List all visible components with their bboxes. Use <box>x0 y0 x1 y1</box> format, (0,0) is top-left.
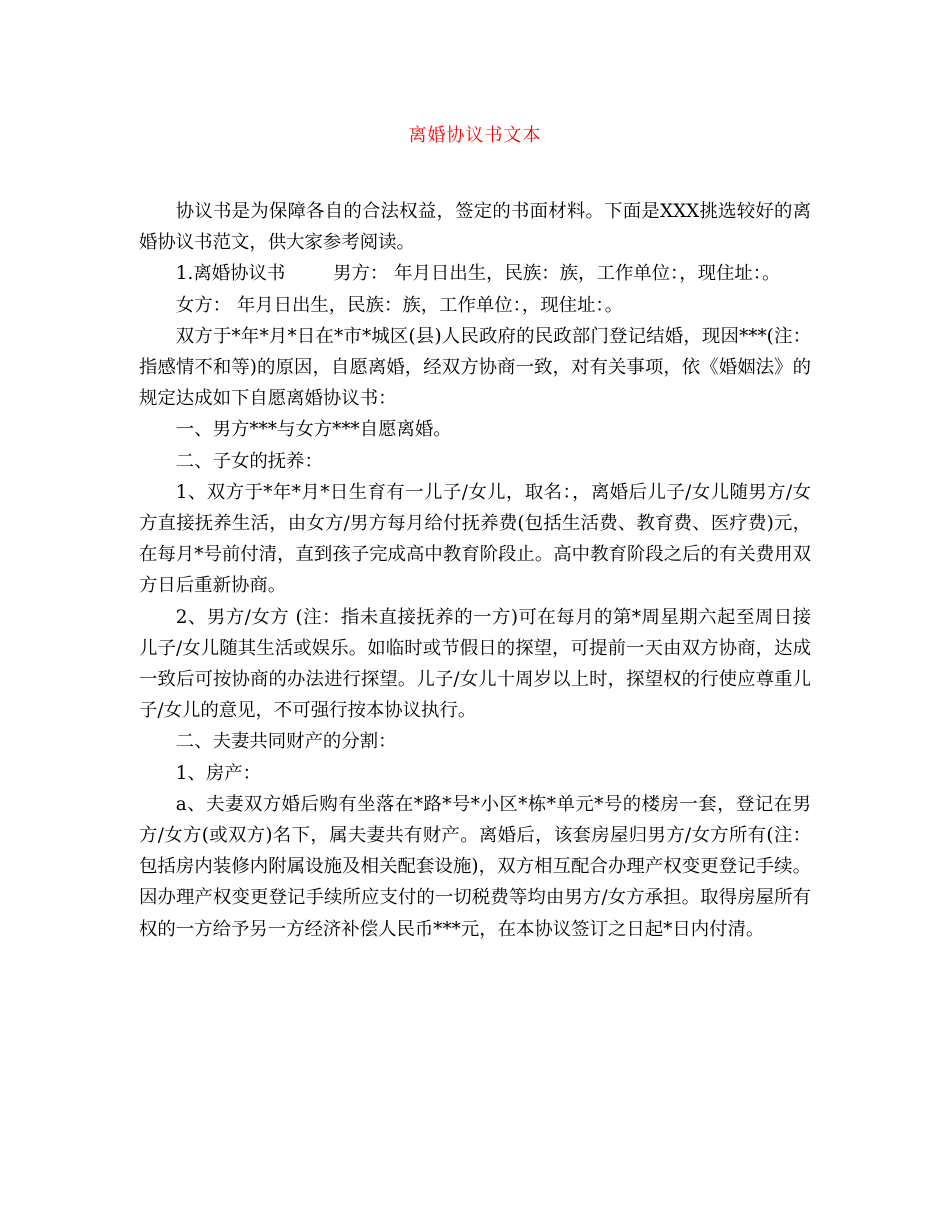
clause-divorce-paragraph: 一、男方***与女方***自愿离婚。 <box>175 419 452 441</box>
clause-property-heading: 二、夫妻共同财产的分割： <box>175 731 397 753</box>
clause-children-heading: 二、子女的抚养： <box>175 450 323 472</box>
visitation-paragraph: 2、男方/女方 (注：指未直接抚养的一方)可在每月的第*周星期六起至周日接儿子/女儿随其生活或娱乐。如临时或节假日的探望，可提前一天由双方协商，达成一致后可按协商的办法进行探望。儿子/女儿十周岁以上时，探望权的行使应尊重儿子/女儿的意见，不可强行按本协议执行。 <box>139 606 811 722</box>
house-paragraph: a、夫妻双方婚后购有坐落在*路*号*小区*栋*单元*号的楼房一套，登记在男方/女方(或双方)名下，属夫妻共有财产。离婚后，该套房屋归男方/女方所有(注：包括房内装修内附属设施及相关配套设施)，双方相互配合办理产权变更登记手续。因办理产权变更登记手续所应支付的一切税费等均由男方/女方承担。取得房屋所有权的一方给予另一方经济补偿人民币***元，在本协议签订之日起*日内付清。 <box>139 793 811 940</box>
agreement-heading: 1.离婚协议书 <box>175 263 286 285</box>
child-custody-paragraph: 1、双方于*年*月*日生育有一儿子/女儿，取名：，离婚后儿子/女儿随男方/女方直接抚养生活，由女方/男方每月给付抚养费(包括生活费、教育费、医疗费)元，在每月*号前付清，直到孩子完成高中教育阶段止。高中教育阶段之后的有关费用双方日后重新协商。 <box>139 481 811 597</box>
marriage-registration-paragraph: 双方于*年*月*日在*市*城区(县)人民政府的民政部门登记结婚，现因***(注：指感情不和等)的原因，自愿离婚，经双方协商一致，对有关事项，依《婚姻法》的规定达成如下自愿离婚协议书： <box>139 325 811 410</box>
husband-info: 男方： 年月日出生，民族：族，工作单位：，现住址：。 <box>333 263 781 285</box>
wife-info-paragraph: 女方： 年月日出生，民族：族，工作单位：，现住址：。 <box>175 294 624 316</box>
intro-paragraph: 协议书是为保障各自的合法权益，签定的书面材料。下面是XXX挑选较好的离婚协议书范文，供大家参考阅读。 <box>139 201 811 254</box>
document-body <box>139 196 811 945</box>
husband-info-paragraph <box>139 258 811 289</box>
house-heading: 1、房产： <box>175 762 262 784</box>
document-title: 离婚协议书文本 <box>408 125 542 146</box>
